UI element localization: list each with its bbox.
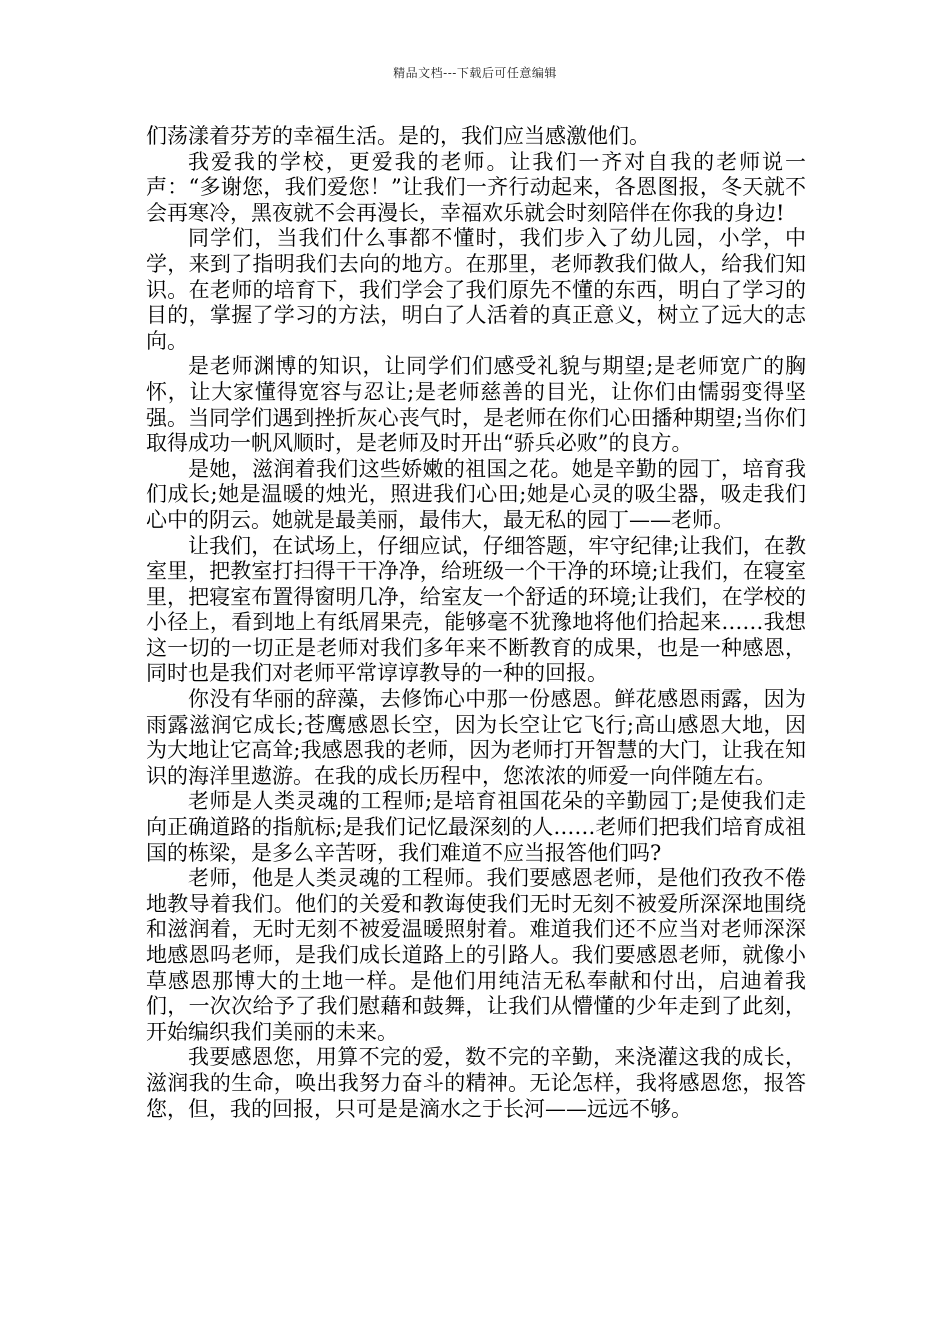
- paragraph-10: 我要感恩您，用算不完的爱，数不完的辛勤，来浇灌这我的成长，滋润我的生命，唤出我努力奋斗的精神。无论怎样，我将感恩您，报答您，但，我的回报，只可是是滴水之于长河——远远不够。: [146, 1045, 806, 1121]
- paragraph-8: 老师是人类灵魂的工程师;是培育祖国花朵的辛勤园丁;是使我们走向正确道路的指航标;是我们记忆最深刻的人……老师们把我们培育成祖国的栋梁，是多么辛苦呀，我们难道不应当报答他们吗?: [146, 789, 806, 865]
- paragraph-7: 你没有华丽的辞藻，去修饰心中那一份感恩。鲜花感恩雨露，因为雨露滋润它成长;苍鹰感恩长空，因为长空让它飞行;高山感恩大地，因为大地让它高耸;我感恩我的老师，因为老师打开智慧的大门，让我在知识的海洋里遨游。在我的成长历程中，您浓浓的师爱一向伴随左右。: [146, 687, 806, 788]
- document-body: [146, 124, 806, 1122]
- paragraph-9: 老师，他是人类灵魂的工程师。我们要感恩老师，是他们孜孜不倦地教导着我们。他们的关爱和教诲使我们无时无刻不被爱所深深地围绕和滋润着，无时无刻不被爱温暖照射着。难道我们还不应当对老师深深地感恩吗老师，是我们成长道路上的引路人。我们要感恩老师，就像小草感恩那博大的土地一样。是他们用纯洁无私奉献和付出，启迪着我们，一次次给予了我们慰藉和鼓舞，让我们从懵懂的少年走到了此刻，开始编织我们美丽的未来。: [146, 866, 806, 1044]
- paragraph-1: 们荡漾着芬芳的幸福生活。是的，我们应当感激他们。: [146, 124, 650, 148]
- paragraph-5: 是她，滋润着我们这些娇嫩的祖国之花。她是辛勤的园丁，培育我们成长;她是温暖的烛光，照进我们心田;她是心灵的吸尘器，吸走我们心中的阴云。她就是最美丽，最伟大，最无私的园丁——老师。: [146, 456, 806, 532]
- paragraph-4: 是老师渊博的知识，让同学们们感受礼貌与期望;是老师宽广的胸怀，让大家懂得宽容与忍让;是老师慈善的目光，让你们由懦弱变得坚强。当同学们遇到挫折灰心丧气时，是老师在你们心田播种期望;当你们取得成功一帆风顺时，是老师及时开出“骄兵必败”的良方。: [146, 354, 806, 456]
- page-header: 精品文档---下载后可任意编辑: [393, 66, 557, 80]
- paragraph-2: 我爱我的学校，更爱我的老师。让我们一齐对自我的老师说一声：“多谢您，我们爱您！”让我们一齐行动起来，各恩图报，冬天就不会再寒冷，黑夜就不会再漫长，幸福欢乐就会时刻陪伴在你我的身边!: [146, 149, 806, 225]
- paragraph-6: 让我们，在试场上，仔细应试，仔细答题，牢守纪律;让我们，在教室里，把教室打扫得干干净净，给班级一个干净的环境;让我们，在寝室里，把寝室布置得窗明几净，给室友一个舒适的环境;让我们，在学校的小径上，看到地上有纸屑果壳，能够毫不犹豫地将他们拾起来……我想这一切的一切正是老师对我们多年来不断教育的成果，也是一种感恩，同时也是我们对老师平常谆谆教导的一种的回报。: [146, 533, 806, 686]
- paragraph-3: 同学们，当我们什么事都不懂时，我们步入了幼儿园，小学，中学，来到了指明我们去向的地方。在那里，老师教我们做人，给我们知识。在老师的培育下，我们学会了我们原先不懂的东西，明白了学习的目的，掌握了学习的方法，明白了人活着的真正意义，树立了远大的志向。: [146, 226, 806, 353]
